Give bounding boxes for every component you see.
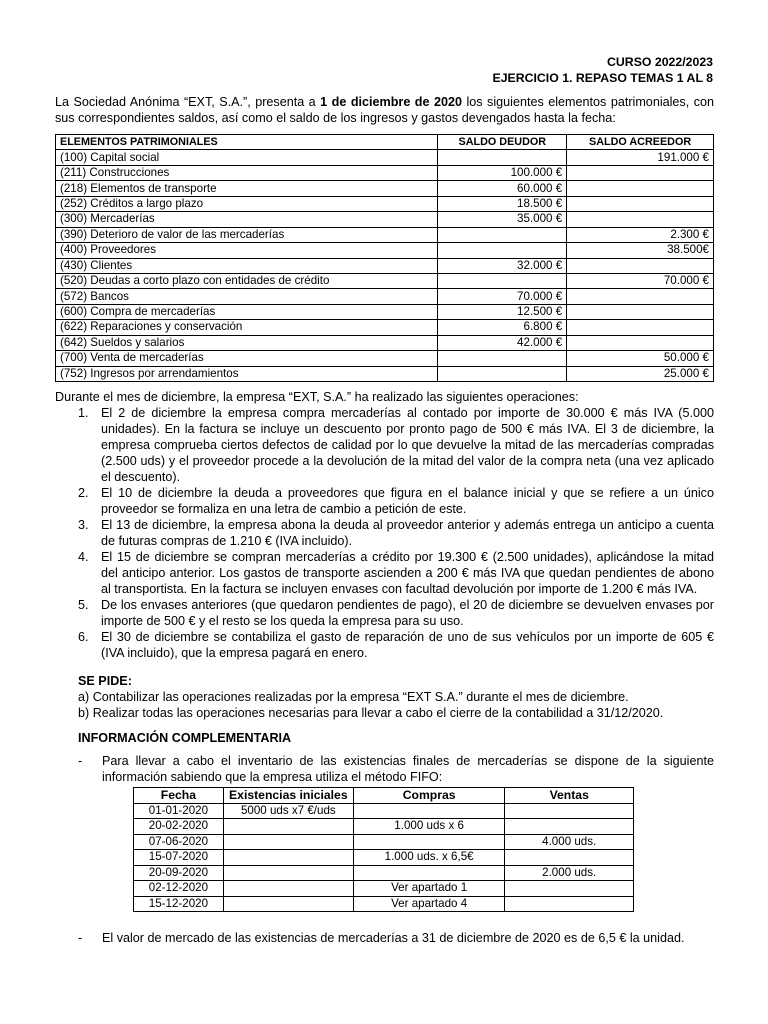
saldo-deudor: 12.500 € — [438, 304, 567, 319]
saldo-acreedor — [567, 258, 714, 273]
saldo-deudor — [438, 150, 567, 165]
inventory-compras: Ver apartado 1 — [353, 881, 505, 897]
table-row — [134, 834, 634, 850]
saldo-deudor: 35.000 € — [438, 212, 567, 227]
account-name: (211) Construcciones — [56, 165, 438, 180]
requirement-a: a) Contabilizar las operaciones realizadas por la empresa “EXT S.A.” durante el mes de diciembre. — [78, 690, 629, 704]
inventory-ventas — [505, 819, 634, 835]
saldo-deudor — [438, 243, 567, 258]
intro-date: 1 de diciembre de 2020 — [320, 95, 462, 109]
saldo-deudor: 18.500 € — [438, 196, 567, 211]
inventory-existencias — [223, 881, 353, 897]
table-row — [56, 289, 714, 304]
list-item — [55, 549, 714, 597]
saldo-deudor: 6.800 € — [438, 320, 567, 335]
operation-text: El 13 de diciembre, la empresa abona la deuda al proveedor anterior y además entrega un anticipo a cuenta de futuras compras de 1.210 € (IVA incluido). — [101, 518, 714, 548]
inventory-existencias — [223, 834, 353, 850]
inventory-ventas: 4.000 uds. — [505, 834, 634, 850]
inventory-compras — [353, 834, 505, 850]
table-row — [56, 366, 714, 381]
inventory-fecha: 15-07-2020 — [134, 850, 224, 866]
table-row — [56, 304, 714, 319]
list-item — [55, 517, 714, 549]
se-pide-title: SE PIDE: — [78, 674, 132, 688]
table-row — [134, 865, 634, 881]
table-row — [134, 896, 634, 912]
table-row — [56, 196, 714, 211]
inventory-existencias — [223, 819, 353, 835]
saldo-deudor — [438, 366, 567, 381]
account-name: (622) Reparaciones y conservación — [56, 320, 438, 335]
requirement-b: b) Realizar todas las operaciones necesarias para llevar a cabo el cierre de la contabilidad a 31/12/2020. — [78, 706, 664, 720]
table-row — [134, 881, 634, 897]
saldo-deudor: 60.000 € — [438, 181, 567, 196]
saldo-acreedor — [567, 165, 714, 180]
intro-post: los siguientes elementos patrimoniales, con sus correspondientes saldos, así como el saldo de los ingresos y gastos devengados hasta la fecha: — [55, 95, 715, 125]
inventory-compras: 1.000 uds. x 6,5€ — [353, 850, 505, 866]
course-label: CURSO 2022/2023 — [607, 55, 713, 69]
table-row — [56, 212, 714, 227]
inventory-fecha: 15-12-2020 — [134, 896, 224, 912]
account-name: (700) Venta de mercaderías — [56, 351, 438, 366]
account-name: (752) Ingresos por arrendamientos — [56, 366, 438, 381]
table-row — [56, 181, 714, 196]
saldo-acreedor: 70.000 € — [567, 273, 714, 288]
inventory-ventas — [505, 850, 634, 866]
operation-number: 3. — [78, 518, 89, 532]
saldo-deudor — [438, 273, 567, 288]
inventory-compras — [353, 865, 505, 881]
saldo-acreedor — [567, 320, 714, 335]
inventory-ventas — [505, 881, 634, 897]
operation-number: 2. — [78, 486, 89, 500]
inventory-header-fecha: Fecha — [134, 788, 224, 804]
account-name: (520) Deudas a corto plazo con entidades de crédito — [56, 273, 438, 288]
saldo-acreedor: 50.000 € — [567, 351, 714, 366]
saldo-deudor: 32.000 € — [438, 258, 567, 273]
account-name: (300) Mercaderías — [56, 212, 438, 227]
inventory-existencias — [223, 850, 353, 866]
account-name: (252) Créditos a largo plazo — [56, 196, 438, 211]
saldo-deudor: 70.000 € — [438, 289, 567, 304]
operation-text: El 15 de diciembre se compran mercaderías a crédito por 19.300 € (2.500 unidades), aplicándose la mitad del anticipo anterior. Los gastos de transporte ascienden a 200 € más IVA que quedan pendientes de abono al transportista. En la factura se incluyen envases con facultad devolución por importe de 1.200 € más IVA. — [101, 550, 714, 596]
inventory-compras: Ver apartado 4 — [353, 896, 505, 912]
saldo-acreedor — [567, 335, 714, 350]
inventory-header-compras: Compras — [353, 788, 505, 804]
table-row — [134, 850, 634, 866]
operations-list — [55, 405, 714, 661]
dash-bullet: - — [78, 754, 83, 768]
saldo-acreedor — [567, 181, 714, 196]
table-row — [56, 227, 714, 242]
operations-intro: Durante el mes de diciembre, la empresa “EXT, S.A.” ha realizado las siguientes operaciones: — [55, 390, 579, 404]
inventory-body — [134, 803, 634, 912]
info-bullet-market-text: El valor de mercado de las existencias de mercaderías a 31 de diciembre de 2020 es de 6,5 € la unidad. — [102, 931, 685, 945]
account-name: (430) Clientes — [56, 258, 438, 273]
table-row — [56, 320, 714, 335]
operation-number: 4. — [78, 550, 89, 564]
requirements — [78, 689, 714, 721]
inventory-ventas: 2.000 uds. — [505, 865, 634, 881]
balance-header-deudor: SALDO DEUDOR — [438, 135, 567, 150]
intro-pre: La Sociedad Anónima “EXT, S.A.”, presenta a — [55, 95, 321, 109]
operation-text: El 2 de diciembre la empresa compra mercaderías al contado por importe de 30.000 € más IVA (5.000 unidades). En la factura se incluye un descuento por pronto pago de 500 € más IVA. El 3 de diciembre, la empresa comprueba ciertos defectos de calidad por lo que devuelve la mitad de las mercaderías compradas (2.500 uds) y el proveedor procede a la devolución de la mitad del valor de la compra neta (una vez aplicado el descuento). — [101, 406, 714, 484]
table-row — [134, 819, 634, 835]
operation-text: El 30 de diciembre se contabiliza el gasto de reparación de uno de sus vehículos por un importe de 605 € (IVA incluido), que la empresa pagará en enero. — [101, 630, 714, 660]
list-item — [55, 597, 714, 629]
inventory-fecha: 02-12-2020 — [134, 881, 224, 897]
balance-header-row — [56, 135, 714, 150]
inventory-fecha: 20-09-2020 — [134, 865, 224, 881]
document-header — [493, 54, 714, 86]
info-bullet-market-value — [78, 930, 714, 946]
saldo-acreedor — [567, 212, 714, 227]
account-name: (400) Proveedores — [56, 243, 438, 258]
operation-number: 5. — [78, 598, 89, 612]
table-row — [56, 351, 714, 366]
inventory-header-ventas: Ventas — [505, 788, 634, 804]
operation-number: 6. — [78, 630, 89, 644]
table-row — [56, 243, 714, 258]
saldo-acreedor — [567, 289, 714, 304]
table-row — [134, 803, 634, 819]
account-name: (572) Bancos — [56, 289, 438, 304]
balance-body — [56, 150, 714, 382]
account-name: (390) Deterioro de valor de las mercaderías — [56, 227, 438, 242]
inventory-table — [133, 787, 634, 912]
table-row — [56, 335, 714, 350]
list-item — [55, 629, 714, 661]
inventory-existencias: 5000 uds x7 €/uds — [223, 803, 353, 819]
info-bullet-fifo — [78, 753, 714, 787]
dash-bullet: - — [78, 931, 83, 945]
saldo-deudor — [438, 227, 567, 242]
inventory-ventas — [505, 803, 634, 819]
inventory-existencias — [223, 896, 353, 912]
saldo-deudor: 42.000 € — [438, 335, 567, 350]
saldo-acreedor: 38.500€ — [567, 243, 714, 258]
operation-text: De los envases anteriores (que quedaron pendientes de pago), el 20 de diciembre se devuelven envases por importe de 500 € y el resto se los queda la empresa para su uso. — [101, 598, 714, 628]
table-row — [56, 165, 714, 180]
balance-header-acreedor: SALDO ACREEDOR — [567, 135, 714, 150]
saldo-acreedor — [567, 304, 714, 319]
inventory-ventas — [505, 896, 634, 912]
balance-table — [55, 134, 714, 382]
inventory-compras: 1.000 uds x 6 — [353, 819, 505, 835]
account-name: (600) Compra de mercaderías — [56, 304, 438, 319]
inventory-header-row — [134, 788, 634, 804]
info-title: INFORMACIÓN COMPLEMENTARIA — [78, 731, 292, 745]
saldo-acreedor: 25.000 € — [567, 366, 714, 381]
table-row — [56, 273, 714, 288]
info-bullet-fifo-text: Para llevar a cabo el inventario de las existencias finales de mercaderías se dispone de la siguiente información sabiendo que la empresa utiliza el método FIFO: — [102, 754, 714, 784]
intro-paragraph — [55, 94, 714, 126]
saldo-deudor: 100.000 € — [438, 165, 567, 180]
account-name: (100) Capital social — [56, 150, 438, 165]
list-item — [55, 485, 714, 517]
inventory-existencias — [223, 865, 353, 881]
list-item — [55, 405, 714, 485]
saldo-deudor — [438, 351, 567, 366]
exercise-title: EJERCICIO 1. REPASO TEMAS 1 AL 8 — [492, 71, 713, 85]
account-name: (642) Sueldos y salarios — [56, 335, 438, 350]
inventory-fecha: 07-06-2020 — [134, 834, 224, 850]
saldo-acreedor — [567, 196, 714, 211]
inventory-fecha: 01-01-2020 — [134, 803, 224, 819]
account-name: (218) Elementos de transporte — [56, 181, 438, 196]
inventory-header-existencias: Existencias iniciales — [223, 788, 353, 804]
operation-text: El 10 de diciembre la deuda a proveedores que figura en el balance inicial y que se refiere a un único proveedor se formaliza en una letra de cambio a petición de este. — [101, 486, 714, 516]
inventory-compras — [353, 803, 505, 819]
saldo-acreedor: 2.300 € — [567, 227, 714, 242]
saldo-acreedor: 191.000 € — [567, 150, 714, 165]
balance-header-elementos: ELEMENTOS PATRIMONIALES — [56, 135, 438, 150]
inventory-fecha: 20-02-2020 — [134, 819, 224, 835]
table-row — [56, 150, 714, 165]
table-row — [56, 258, 714, 273]
operation-number: 1. — [78, 406, 89, 420]
